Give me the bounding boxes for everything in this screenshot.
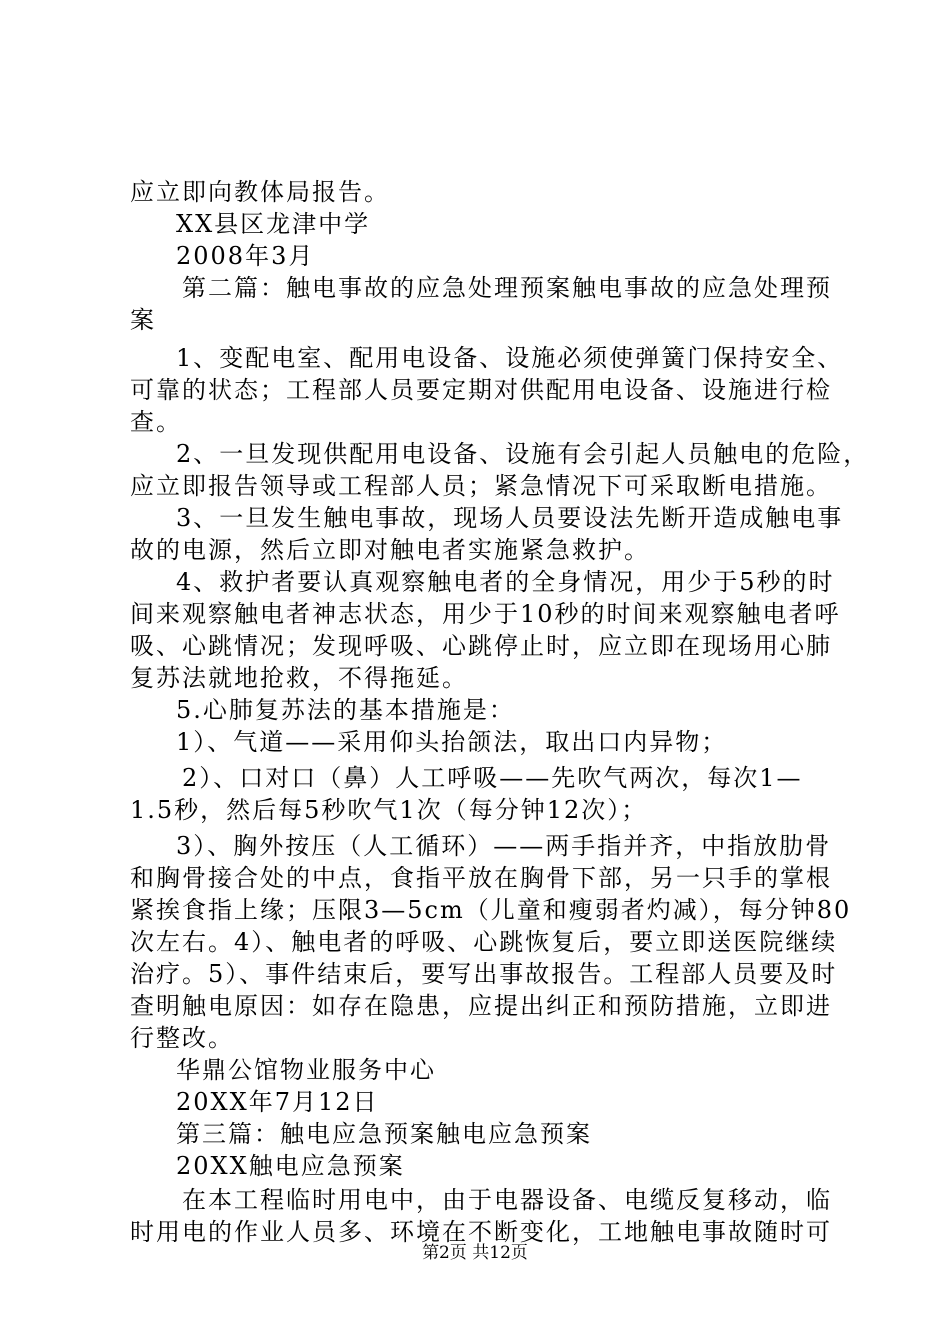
text-line: 2008年3月 — [176, 242, 315, 270]
text-line: 应立即报告领导或工程部人员；紧急情况下可采取断电措施。 — [130, 472, 832, 500]
text-line: 1、变配电室、配用电设备、设施必须使弹簧门保持安全、 — [176, 344, 844, 372]
text-line: 次左右。4）、触电者的呼吸、心跳恢复后，要立即送医院继续 — [130, 928, 838, 956]
text-line: 和胸骨接合处的中点，食指平放在胸骨下部，另一只手的掌根 — [130, 864, 832, 892]
text-line: 复苏法就地抢救，不得拖延。 — [130, 664, 468, 692]
text-line: 5.心肺复苏法的基本措施是： — [176, 696, 515, 724]
text-line: 3、一旦发生触电事故，现场人员要设法先断开造成触电事 — [176, 504, 844, 532]
text-line: 紧挨食指上缘；压限3—5cm（儿童和瘦弱者灼减），每分钟80 — [130, 896, 852, 924]
text-line: 4、救护者要认真观察触电者的全身情况，用少于5秒的时 — [176, 568, 835, 596]
page-footer: 第2页 共12页 — [422, 1243, 528, 1263]
text-line: 治疗。5）、事件结束后，要写出事故报告。工程部人员要及时 — [130, 960, 838, 988]
section-heading: 第二篇：触电事故的应急处理预案触电事故的应急处理预 — [182, 274, 832, 302]
text-line: 1.5秒，然后每5秒吹气1次（每分钟12次）； — [130, 796, 648, 824]
text-line: 间来观察触电者神志状态，用少于10秒的时间来观察触电者呼 — [130, 600, 841, 628]
text-line: 20XX触电应急预案 — [176, 1152, 405, 1180]
text-line: 20XX年7月12日 — [176, 1088, 379, 1116]
text-line: 时用电的作业人员多、环境在不断变化，工地触电事故随时可 — [130, 1218, 832, 1246]
text-line: 3）、胸外按压（人工循环）——两手指并齐，中指放肋骨 — [176, 832, 832, 860]
text-line: 案 — [130, 306, 156, 334]
text-line: 故的电源，然后立即对触电者实施紧急救护。 — [130, 536, 650, 564]
text-line: 应立即向教体局报告。 — [130, 178, 390, 206]
text-line: 2）、口对口（鼻）人工呼吸——先吹气两次，每次1— — [182, 764, 803, 792]
text-line: 在本工程临时用电中，由于电器设备、电缆反复移动，临 — [182, 1186, 832, 1214]
text-line: 查。 — [130, 408, 182, 436]
text-line: 华鼎公馆物业服务中心 — [176, 1056, 436, 1084]
text-line: 2、一旦发现供配用电设备、设施有会引起人员触电的危险， — [176, 440, 870, 468]
text-line: 可靠的状态；工程部人员要定期对供配用电设备、设施进行检 — [130, 376, 832, 404]
text-line: 吸、心跳情况；发现呼吸、心跳停止时，应立即在现场用心肺 — [130, 632, 832, 660]
text-line: 行整改。 — [130, 1024, 234, 1052]
text-line: 1）、气道——采用仰头抬颌法，取出口内异物； — [176, 728, 728, 756]
section-heading: 第三篇：触电应急预案触电应急预案 — [176, 1120, 592, 1148]
text-line: 查明触电原因：如存在隐患，应提出纠正和预防措施，立即进 — [130, 992, 832, 1020]
text-line: XX县区龙津中学 — [176, 210, 371, 238]
